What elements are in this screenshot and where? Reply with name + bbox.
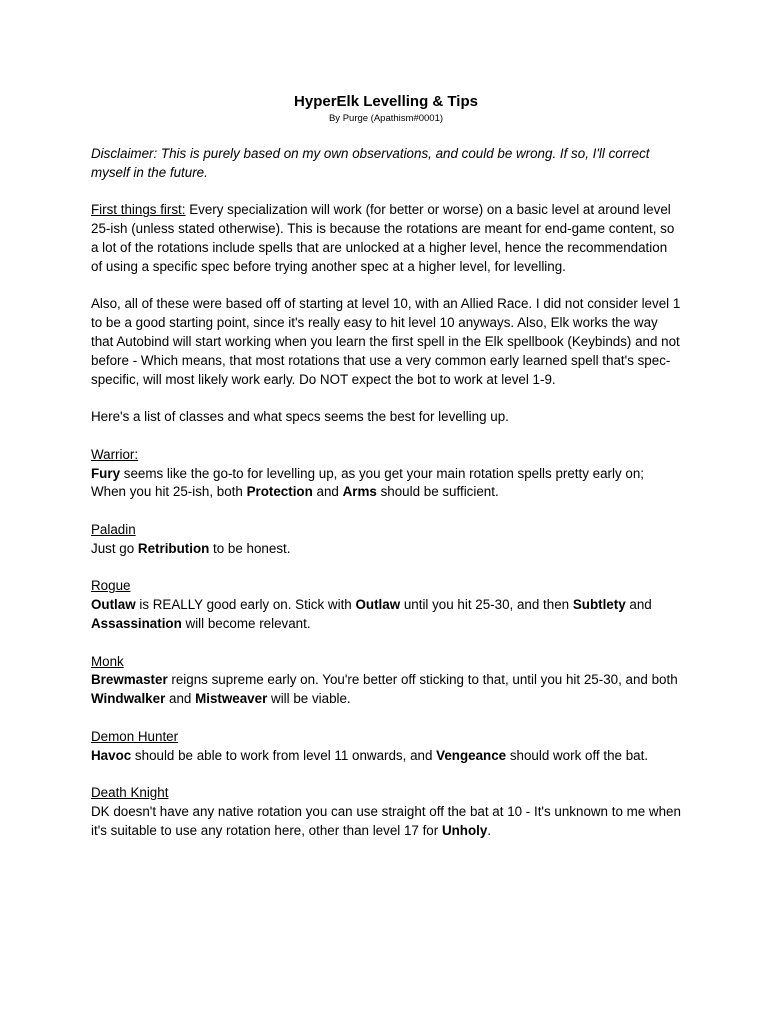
- disclaimer-paragraph: Disclaimer: This is purely based on my own observations, and could be wrong. If so, I'll correct myself in the future.: [91, 146, 650, 180]
- allied-race-paragraph: Also, all of these were based off of starting at level 10, with an Allied Race. I did not consider level 1 to be a good starting point, since it's really easy to hit level 10 anyways. Also, Elk works the way that Autobind will start working when you learn the first spell in the Elk spellbook (Keybinds) and not before - Which means, that most rotations that use a very common early learned spell that's spec-specific, will most likely work early. Do NOT expect the bot to work at level 1-9.: [91, 296, 681, 387]
- class-heading-paladin: Paladin: [91, 521, 136, 537]
- spec-unholy: Unholy: [441, 822, 488, 838]
- class-heading-death-knight: Death Knight: [91, 785, 169, 801]
- spec-mistweaver: Mistweaver: [195, 691, 268, 707]
- rogue-text-1: is REALLY good early on. Stick with: [135, 597, 356, 613]
- class-text-demon-hunter: [91, 748, 648, 763]
- class-text-monk: [91, 672, 678, 706]
- class-heading-warrior: Warrior:: [91, 446, 139, 462]
- first-things-label: First things first:: [91, 202, 186, 218]
- rogue-text-3: and: [625, 597, 652, 613]
- spec-assassination: Assassination: [91, 615, 182, 631]
- warrior-text-3: should be sufficient.: [376, 484, 499, 500]
- monk-text-3: will be viable.: [267, 691, 351, 707]
- document-title: HyperElk Levelling & Tips: [294, 93, 478, 110]
- spec-windwalker: Windwalker: [91, 691, 166, 707]
- first-things-paragraph: [91, 201, 681, 276]
- class-text-warrior: [91, 466, 644, 500]
- list-intro-paragraph: Here's a list of classes and what specs seems the best for levelling up.: [91, 409, 509, 425]
- paladin-text-1: Just go: [91, 540, 138, 556]
- first-things-text: Every specialization will work (for better or worse) on a basic level at around level 25-ish (unless stated otherwise). This is because the rotations are meant for end-game content, so a lot of the rotations include spells that are unlocked at a higher level, hence the recommendation of using a specific spec before trying another spec at a higher level, for levelling.: [91, 202, 675, 274]
- spec-outlaw: Outlaw: [91, 597, 136, 613]
- monk-text-1: reigns supreme early on. You're better off sticking to that, until you hit 25-30, and both: [167, 672, 678, 688]
- spec-havoc: Havoc: [91, 747, 132, 763]
- spec-vengeance: Vengeance: [436, 747, 507, 763]
- class-section-demon-hunter: [91, 728, 681, 766]
- spec-retribution: Retribution: [137, 540, 210, 556]
- warrior-text-2: and: [312, 484, 343, 500]
- class-text-paladin: [91, 541, 290, 556]
- class-section-warrior: [91, 446, 681, 502]
- warrior-text-1: seems like the go-to for levelling up, as you get your main rotation spells pretty early on; When you hit 25-ish, both: [91, 465, 645, 500]
- class-text-rogue: [91, 597, 652, 631]
- spec-brewmaster: Brewmaster: [91, 672, 168, 688]
- death-knight-text-1: DK doesn't have any native rotation you can use straight off the bat at 10 - It's unknown to me when it's suitable to use any rotation here, other than level 17 for: [91, 803, 681, 838]
- class-heading-monk: Monk: [91, 653, 124, 669]
- rogue-text-2: until you hit 25-30, and then: [400, 597, 573, 613]
- class-section-paladin: [91, 521, 681, 559]
- class-heading-demon-hunter: Demon Hunter: [91, 728, 179, 744]
- document-author: By Purge (Apathism#0001): [328, 113, 444, 124]
- spec-arms: Arms: [342, 484, 377, 500]
- class-section-monk: [91, 653, 681, 709]
- class-section-death-knight: [91, 784, 681, 840]
- demon-hunter-text-1: should be able to work from level 11 onwards, and: [131, 747, 437, 763]
- spec-subtlety: Subtlety: [572, 597, 626, 613]
- spec-outlaw-2: Outlaw: [355, 597, 401, 613]
- death-knight-text-2: .: [487, 822, 492, 838]
- class-section-rogue: [91, 577, 681, 633]
- spec-fury: Fury: [91, 465, 121, 481]
- paladin-text-2: to be honest.: [209, 540, 291, 556]
- rogue-text-4: will become relevant.: [181, 615, 311, 631]
- class-heading-rogue: Rogue: [91, 578, 131, 594]
- demon-hunter-text-2: should work off the bat.: [506, 747, 649, 763]
- spec-protection: Protection: [246, 484, 313, 500]
- class-text-death-knight: [91, 804, 681, 838]
- monk-text-2: and: [165, 691, 196, 707]
- document-body: [91, 145, 681, 859]
